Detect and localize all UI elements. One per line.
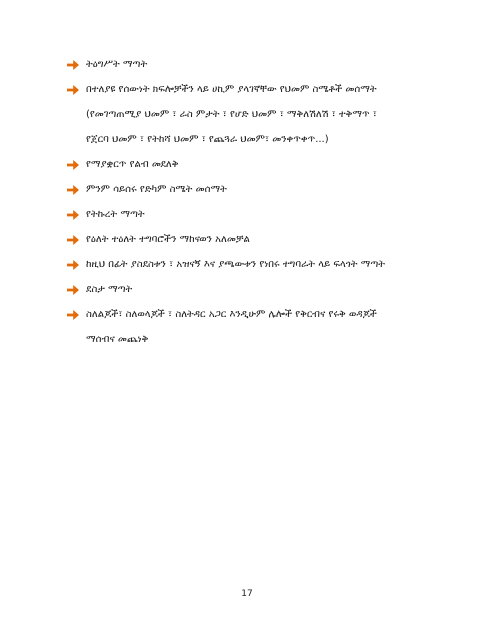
list-item: [66, 77, 466, 152]
bullet-list: [66, 52, 466, 352]
list-item-text: በተለያዩ የሰውነት ክፍሎቻችን ላይ ሀኪም ያላገኛቸው የህመም ስሜቶች መሰማት: [86, 84, 377, 95]
list-item: [66, 302, 466, 352]
list-item: [66, 152, 466, 177]
arrow-right-icon: [66, 284, 80, 296]
list-item-continuation: የጀርባ ህመም ፣ የትከሻ ህመም ፣ የጨጓራ ህመም፣ መንቀጥቀጥ...): [86, 134, 329, 145]
list-item: [66, 277, 466, 302]
list-item-text: የማያቋርጥ የልብ መደለቅ: [86, 159, 179, 170]
list-item-text: ምንም ሳይሰሩ የድካም ስሜት መሰማት: [86, 184, 227, 195]
arrow-right-icon: [66, 59, 80, 71]
arrow-right-icon: [66, 309, 80, 321]
arrow-right-icon: [66, 184, 80, 196]
list-item-text: ከዚህ በፊት ያስደስቱን ፣ አዝናኝ እና ያጫውቱን የነበሩ ተግባራት ላይ ፍላጎት ማጣት: [86, 259, 385, 270]
arrow-right-icon: [66, 209, 80, 221]
list-item: [66, 252, 466, 277]
list-item-text: ትዕግሥት ማጣት: [86, 59, 148, 70]
list-item-text: ስለልጆች፣ ስለወላጆች ፣ ስለትዳር አጋር እንዲሁም ሌሎች የቅርብና የሩቅ ወዳጆች: [86, 309, 377, 320]
list-item: [66, 202, 466, 227]
arrow-right-icon: [66, 84, 80, 96]
list-item-continuation: ማሰብና መጨነቅ: [86, 334, 149, 345]
list-item: [66, 227, 466, 252]
list-item-text: የዕለት ተዕለት ተግባሮችን ማከናወን አለመቻል: [86, 234, 250, 245]
page-number: 17: [241, 589, 253, 599]
list-item: [66, 52, 466, 77]
list-item-text: ደስታ ማጣት: [86, 284, 133, 295]
list-item: [66, 177, 466, 202]
list-item-text: የትኩረት ማጣት: [86, 209, 145, 220]
arrow-right-icon: [66, 234, 80, 246]
arrow-right-icon: [66, 159, 80, 171]
arrow-right-icon: [66, 259, 80, 271]
list-item-continuation: (የመገጣጠሚያ ህመም ፣ ራስ ምታት ፣ የሆድ ህመም ፣ ማቅለሽለሽ ፣ ተቅማጥ ፣: [86, 109, 377, 120]
